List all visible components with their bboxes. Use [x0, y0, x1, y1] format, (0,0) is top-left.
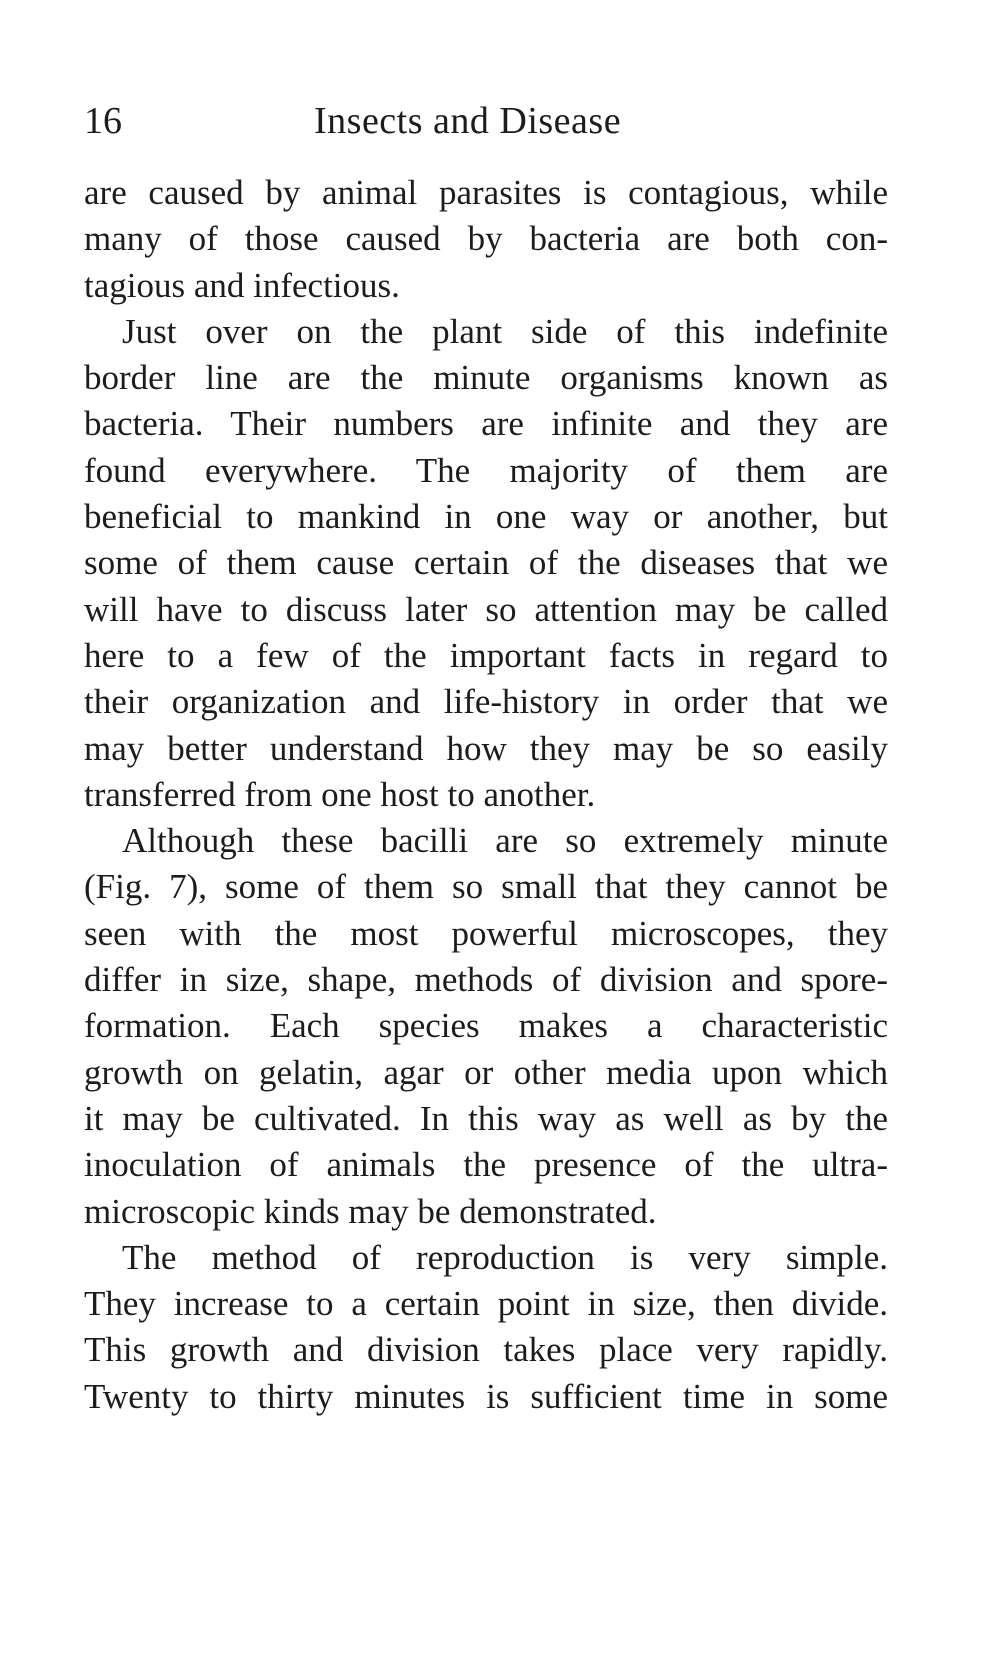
text-line: growth on gelatin, agar or other media upon which: [84, 1052, 888, 1092]
paragraph: [84, 818, 888, 1235]
page-number: 16: [84, 100, 122, 142]
text-line: some of them cause certain of the diseases that we: [84, 543, 888, 583]
text-line: Although these bacilli are so extremely minute: [122, 821, 888, 861]
text-line: inoculation of animals the presence of the ultra-: [84, 1145, 888, 1185]
text-line: found everywhere. The majority of them are: [84, 450, 888, 490]
text-line: it may be cultivated. In this way as well as by the: [84, 1098, 888, 1138]
text-line: beneficial to mankind in one way or another, but: [84, 497, 888, 537]
text-line: border line are the minute organisms known as: [84, 358, 888, 398]
text-line: their organization and life-history in order that we: [84, 682, 888, 722]
body-text: [84, 170, 888, 1420]
running-head: [84, 96, 884, 146]
text-line: (Fig. 7), some of them so small that they cannot be: [84, 867, 888, 907]
text-line: seen with the most powerful microscopes, they: [84, 913, 888, 953]
text-line: differ in size, shape, methods of division and spore-: [84, 960, 888, 1000]
text-line: bacteria. Their numbers are infinite and they are: [84, 404, 888, 444]
text-line: The method of reproduction is very simple.: [122, 1237, 888, 1277]
text-line: will have to discuss later so attention may be called: [84, 589, 888, 629]
text-line: here to a few of the important facts in regard to: [84, 635, 888, 675]
text-line: Just over on the plant side of this indefinite: [122, 311, 888, 351]
text-line: microscopic kinds may be demonstrated.: [84, 1191, 657, 1231]
paragraph: [84, 1235, 888, 1420]
text-line: Twenty to thirty minutes is sufficient time in some: [84, 1376, 888, 1416]
text-line: are caused by animal parasites is contagious, while: [84, 173, 888, 212]
text-line: many of those caused by bacteria are both con-: [84, 219, 888, 259]
text-line: They increase to a certain point in size, then divide.: [84, 1284, 888, 1324]
text-line: formation. Each species makes a characteristic: [84, 1006, 888, 1046]
text-line: This growth and division takes place very rapidly.: [84, 1330, 888, 1370]
text-line: tagious and infectious.: [84, 265, 400, 305]
text-line: may better understand how they may be so easily: [84, 728, 888, 768]
text-line: transferred from one host to another.: [84, 774, 596, 814]
paragraph: [84, 309, 888, 818]
paragraph: [84, 170, 888, 309]
running-title: Insects and Disease: [314, 100, 622, 142]
